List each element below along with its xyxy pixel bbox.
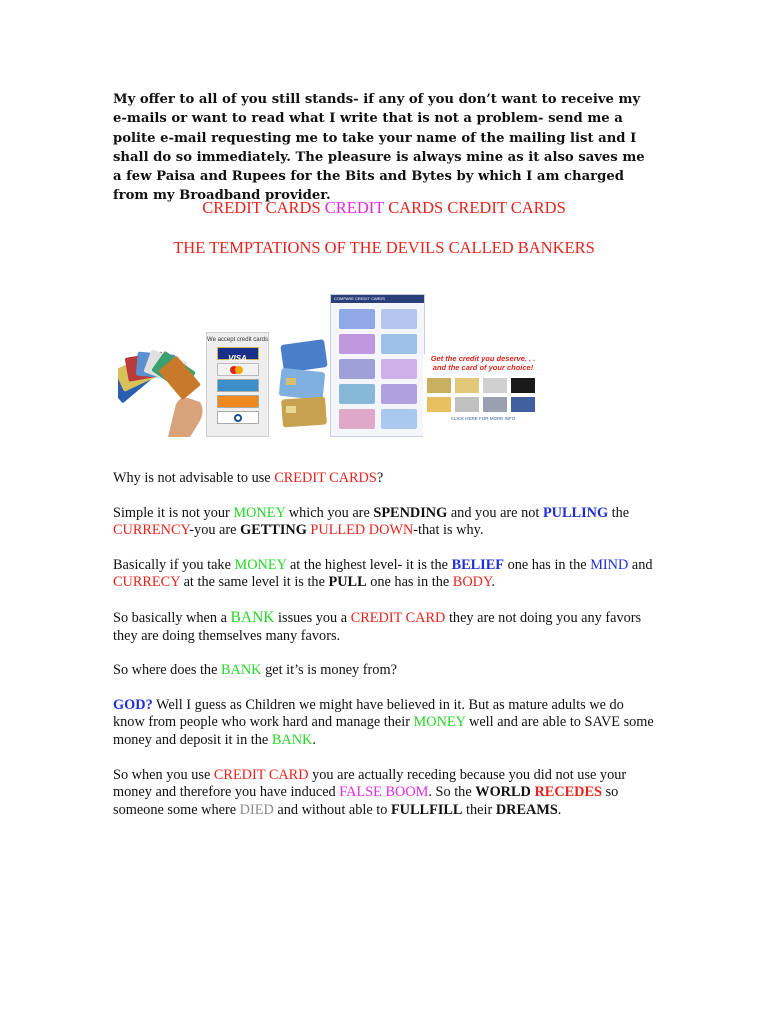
highlight-word: MONEY: [233, 504, 286, 521]
catalog-header: COMPARE CREDIT CARDS: [331, 295, 424, 303]
card-catalog-image: [330, 294, 425, 437]
highlight-word: CURRENCY: [113, 522, 190, 539]
accepted-cards-title: We accept credit cards: [207, 337, 268, 343]
paragraph: GOD? Well I guess as Children we might have believed in it. But as mature adults we do know from people who work hard and manage their MONEY well and are able to SAVE some money and deposit it in the BANK.: [113, 696, 654, 748]
amex-card: [217, 379, 259, 392]
highlight-word: RECEDES: [534, 784, 602, 801]
paragraph: Basically if you take MONEY at the highest level- it is the BELIEF one has in the MIND and CURRECY at the same level it is the PULL one has in the BODY.: [113, 556, 653, 591]
highlight-word: MONEY: [234, 556, 287, 573]
heading-temptations: THE TEMPTATIONS OF THE DEVILS CALLED BANKERS: [173, 238, 595, 257]
credit-card-images: [118, 292, 543, 442]
accepted-cards-image: [206, 332, 269, 437]
paragraph: Why is not advisable to use CREDIT CARDS?: [113, 470, 384, 486]
heading-word: CARDS: [265, 198, 321, 217]
highlight-word: BANK: [230, 608, 275, 626]
highlight-word: PULL: [328, 574, 367, 591]
highlight-word: MIND: [590, 556, 629, 573]
article-body: [113, 470, 658, 836]
heading-word: CARDS CREDIT CARDS: [388, 198, 566, 217]
card-stack-image: [276, 332, 330, 437]
highlight-word: GETTING: [240, 522, 307, 539]
highlight-word: BANK: [271, 731, 313, 748]
promo-headline: Get the credit you deserve. . .: [430, 354, 536, 363]
heading-word: CREDIT: [202, 198, 262, 217]
visa-card: [217, 347, 259, 363]
discover-card: [217, 395, 259, 408]
highlight-word: SPENDING: [373, 504, 448, 521]
highlight-word: MONEY: [413, 714, 466, 731]
hand-cards-image: [118, 332, 210, 437]
highlight-word: BODY: [452, 574, 492, 591]
highlight-word: GOD?: [113, 696, 153, 713]
promo-link[interactable]: CLICK HERE FOR MORE INFO: [450, 416, 516, 421]
paragraph: Simple it is not your MONEY which you are SPENDING and you are not PULLING the CURRENCY-you are GETTING PULLED DOWN-that is why.: [113, 504, 630, 539]
promo-ad-image: [423, 354, 543, 442]
mastercard-card: [217, 363, 259, 376]
highlight-word: DREAMS: [495, 801, 558, 818]
highlight-word: DIED: [239, 801, 274, 818]
heading-credit-cards: [0, 198, 768, 218]
paragraph: So basically when a BANK issues you a CREDIT CARD they are not doing you any favors they are doing themselves many favors.: [113, 608, 642, 644]
paragraph: So when you use CREDIT CARD you are actually receding because you did not use your money and therefore you have induced FALSE BOOM. So the WORLD RECEDES so someone some where DIED and without able to FULLFILL their DREAMS.: [113, 766, 627, 818]
highlight-word: PULLING: [542, 504, 609, 521]
intro-paragraph: My offer to all of you still stands- if any of you don’t want to receive my e-mails or want to read what I write that is not a problem- send me a polite e-mail requesting me to take your name of the mailing list and I shall do so immediately. The pleasure is always mine as it also saves me a few Paisa and Rupees for the Bits and Bytes by which I am charged from my Broadband provider.: [113, 92, 645, 204]
visa-logo: VISA: [228, 354, 247, 363]
highlight-word: PULLED DOWN: [310, 522, 414, 539]
highlight-word: CREDIT CARD: [350, 609, 446, 626]
highlight-word: CURRECY: [113, 574, 180, 591]
highlight-word: CREDIT CARD: [213, 766, 309, 783]
highlight-word: FALSE BOOM: [339, 784, 429, 801]
highlight-word: WORLD: [475, 784, 531, 801]
highlight-word: FULLFILL: [390, 801, 463, 818]
paragraph: So where does the BANK get it’s is money from?: [113, 662, 397, 679]
highlight-word: BANK: [221, 662, 262, 679]
highlight-word: CREDIT CARDS: [274, 470, 377, 486]
heading-word: CREDIT: [324, 198, 385, 217]
diners-card: [217, 411, 259, 424]
promo-subline: and the card of your choice!: [432, 363, 534, 372]
highlight-word: BELIEF: [451, 556, 505, 573]
